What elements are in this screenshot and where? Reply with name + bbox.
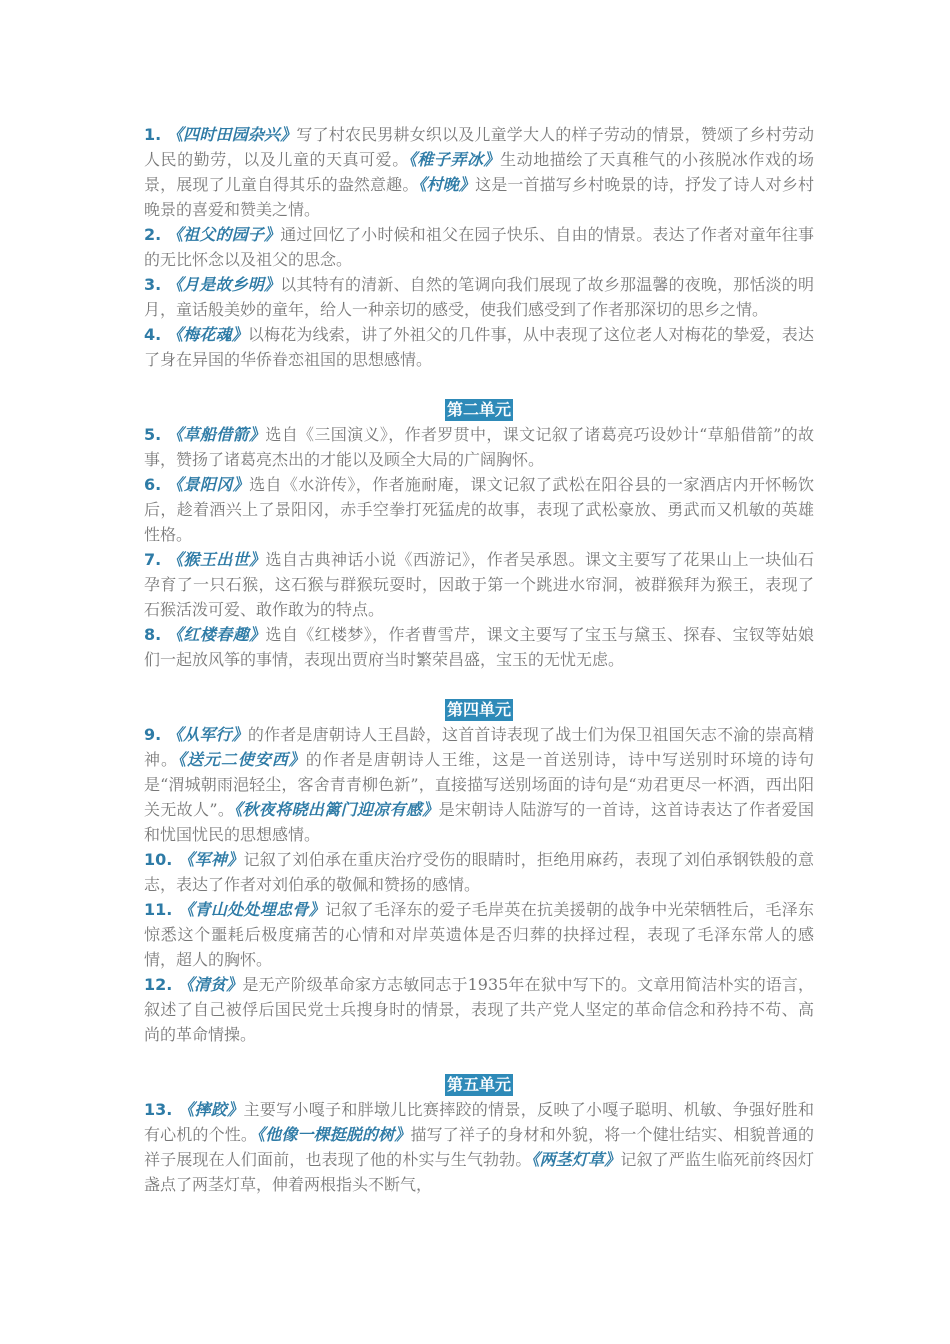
entry-number: 6. bbox=[144, 475, 168, 494]
entry-text: 这是一首描写乡村晚景的诗，抒发了诗人对乡村晚景的喜爱和赞美之情。 bbox=[144, 175, 814, 219]
lesson-entry bbox=[144, 272, 814, 322]
lesson-title: 《摔跤》 bbox=[178, 1100, 244, 1119]
entry-number: 2. bbox=[144, 225, 167, 244]
lesson-entry bbox=[144, 222, 814, 272]
lesson-title: 《从军行》 bbox=[166, 725, 248, 744]
entry-number: 12. bbox=[144, 975, 179, 994]
entry-text: 是无产阶级革命家方志敏同志于1935年在狱中写下的。文章用简洁朴实的语言，叙述了自己被俘后国民党士兵搜身时的情景，表现了共产党人坚定的革命信念和矜持不苟、高尚的革命情操。 bbox=[144, 975, 814, 1044]
unit-2-heading-wrap bbox=[144, 397, 814, 422]
entry-number: 11. bbox=[144, 900, 179, 919]
entry-text: 生动地描绘了天真稚气的小孩脱冰作戏的场景，展现了儿童自得其乐的盎然意趣。 bbox=[144, 150, 814, 194]
entry-number: 9. bbox=[144, 725, 167, 744]
entry-number: 1. bbox=[144, 125, 167, 144]
lesson-title: 《两茎灯草》 bbox=[531, 1150, 621, 1169]
lesson-title: 《稚子弄冰》 bbox=[408, 150, 501, 169]
entry-text: 记叙了毛泽东的爱子毛岸英在抗美援朝的战争中光荣牺牲后，毛泽东惊悉这个噩耗后极度痛苦的心情和对岸英遗体是否归葬的抉择过程，表现了毛泽东常人的感情，超人的胸怀。 bbox=[144, 900, 814, 969]
lesson-title: 《清贫》 bbox=[178, 975, 243, 994]
lesson-entry bbox=[144, 847, 814, 897]
entry-text: 写了村农民男耕女织以及儿童学大人的样子劳动的情景，赞颂了乡村劳动人民的勤劳，以及儿童的天真可爱。 bbox=[144, 125, 814, 169]
entry-list bbox=[144, 722, 814, 1047]
entry-text: 是宋朝诗人陆游写的一首诗，这首诗表达了作者爱国和忧国忧民的思想感情。 bbox=[144, 800, 814, 844]
unit-4-heading: 第四单元 bbox=[446, 700, 511, 719]
unit-5-heading-wrap bbox=[144, 1072, 814, 1097]
entry-number: 10. bbox=[144, 850, 179, 869]
lesson-title: 《猴王出世》 bbox=[167, 550, 266, 569]
entry-text: 描写了祥子的身材和外貌，将一个健壮结实、相貌普通的祥子展现在人们面前，也表现了他的朴实与生气勃勃。 bbox=[144, 1125, 814, 1169]
lesson-title: 《秋夜将晓出篱门迎凉有感》 bbox=[234, 800, 439, 819]
lesson-entry bbox=[144, 322, 814, 372]
lesson-entry bbox=[144, 897, 814, 972]
entry-text: 主要写小嘎子和胖墩儿比赛摔跤的情景，反映了小嘎子聪明、机敏、争强好胜和有心机的个性。 bbox=[144, 1100, 814, 1144]
unit-2-section bbox=[144, 422, 814, 672]
entry-number: 5. bbox=[144, 425, 168, 444]
lesson-title: 《草船借箭》 bbox=[167, 425, 266, 444]
entry-text: 的作者是唐朝诗人王维，这是一首送别诗，诗中写送别时环境的诗句是“渭城朝雨浥轻尘，客舍青青柳色新”，直接描写送别场面的诗句是“劝君更尽一杯酒，西出阳关无故人”。 bbox=[144, 750, 814, 819]
entry-text: 选自《红楼梦》，作者曹雪芹，课文主要写了宝玉与黛玉、探春、宝钗等姑娘们一起放风筝的事情，表现出贾府当时繁荣昌盛，宝玉的无忧无虑。 bbox=[144, 625, 814, 669]
entry-text: 通过回忆了小时候和祖父在园子快乐、自由的情景。表达了作者对童年往事的无比怀念以及祖父的思念。 bbox=[144, 225, 814, 269]
lesson-title: 《红楼春趣》 bbox=[167, 625, 266, 644]
entry-number: 4. bbox=[144, 325, 167, 344]
lesson-title: 《月是故乡明》 bbox=[166, 275, 281, 294]
entry-text: 选自古典神话小说《西游记》，作者吴承恩。课文主要写了花果山上一块仙石孕育了一只石猴，这石猴与群猴玩耍时，因敢于第一个跳进水帘洞，被群猴拜为猴王，表现了石猴活泼可爱、敢作敢为的特点。 bbox=[144, 550, 814, 619]
entry-number: 3. bbox=[144, 275, 167, 294]
entry-text: 记叙了严监生临死前终因灯盏点了两茎灯草，伸着两根指头不断气， bbox=[144, 1150, 814, 1194]
entry-number: 13. bbox=[144, 1100, 179, 1119]
lesson-entry bbox=[144, 472, 814, 547]
lesson-title: 《四时田园杂兴》 bbox=[166, 125, 297, 144]
unit-5-section bbox=[144, 1097, 814, 1197]
lesson-entry bbox=[144, 622, 814, 672]
unit-2-heading: 第二单元 bbox=[446, 400, 511, 419]
lesson-title: 《青山处处埋忠骨》 bbox=[178, 900, 326, 919]
entry-text: 记叙了刘伯承在重庆治疗受伤的眼睛时，拒绝用麻药，表现了刘伯承钢铁般的意志，表达了作者对刘伯承的敬佩和赞扬的感情。 bbox=[144, 850, 814, 894]
lesson-title: 《村晚》 bbox=[418, 175, 476, 194]
entry-number: 7. bbox=[144, 550, 168, 569]
lesson-entry bbox=[144, 422, 814, 472]
entry-text: 的作者是唐朝诗人王昌龄，这首首诗表现了战士们为保卫祖国矢志不渝的崇高精神。 bbox=[144, 725, 814, 769]
entry-text: 以其特有的清新、自然的笔调向我们展现了故乡那温馨的夜晚，那恬淡的明月，童话般美妙的童年，给人一种亲切的感受，使我们感受到了作者那深切的思乡之情。 bbox=[144, 275, 814, 319]
entry-text: 以梅花为线索，讲了外祖父的几件事，从中表现了这位老人对梅花的挚爱，表达了身在异国的华侨眷恋祖国的思想感情。 bbox=[144, 325, 814, 369]
entry-list bbox=[144, 122, 814, 372]
lesson-entry bbox=[144, 547, 814, 622]
entry-list bbox=[144, 422, 814, 672]
unit-4-heading-wrap bbox=[144, 697, 814, 722]
unit-5-heading: 第五单元 bbox=[446, 1075, 511, 1094]
lesson-entry bbox=[144, 1097, 814, 1197]
unit-1-section bbox=[144, 122, 814, 372]
lesson-title: 《送元二使安西》 bbox=[177, 750, 306, 769]
document-page bbox=[144, 122, 814, 1197]
entry-list bbox=[144, 1097, 814, 1197]
lesson-title: 《祖父的园子》 bbox=[166, 225, 281, 244]
entry-text: 选自《三国演义》，作者罗贯中，课文记叙了诸葛亮巧设妙计“草船借箭”的故事，赞扬了诸葛亮杰出的才能以及顾全大局的广阔胸怀。 bbox=[144, 425, 814, 469]
unit-4-section bbox=[144, 722, 814, 1047]
lesson-entry bbox=[144, 722, 814, 847]
lesson-title: 《他像一棵挺脱的树》 bbox=[257, 1125, 411, 1144]
lesson-title: 《梅花魂》 bbox=[166, 325, 248, 344]
entry-number: 8. bbox=[144, 625, 168, 644]
lesson-title: 《军神》 bbox=[178, 850, 244, 869]
lesson-title: 《景阳冈》 bbox=[167, 475, 250, 494]
entry-text: 选自《水浒传》，作者施耐庵，课文记叙了武松在阳谷县的一家酒店内开怀畅饮后，趁着酒兴上了景阳冈，赤手空拳打死猛虎的故事，表现了武松豪放、勇武而又机敏的英雄性格。 bbox=[144, 475, 814, 544]
lesson-entry bbox=[144, 122, 814, 222]
lesson-entry bbox=[144, 972, 814, 1047]
